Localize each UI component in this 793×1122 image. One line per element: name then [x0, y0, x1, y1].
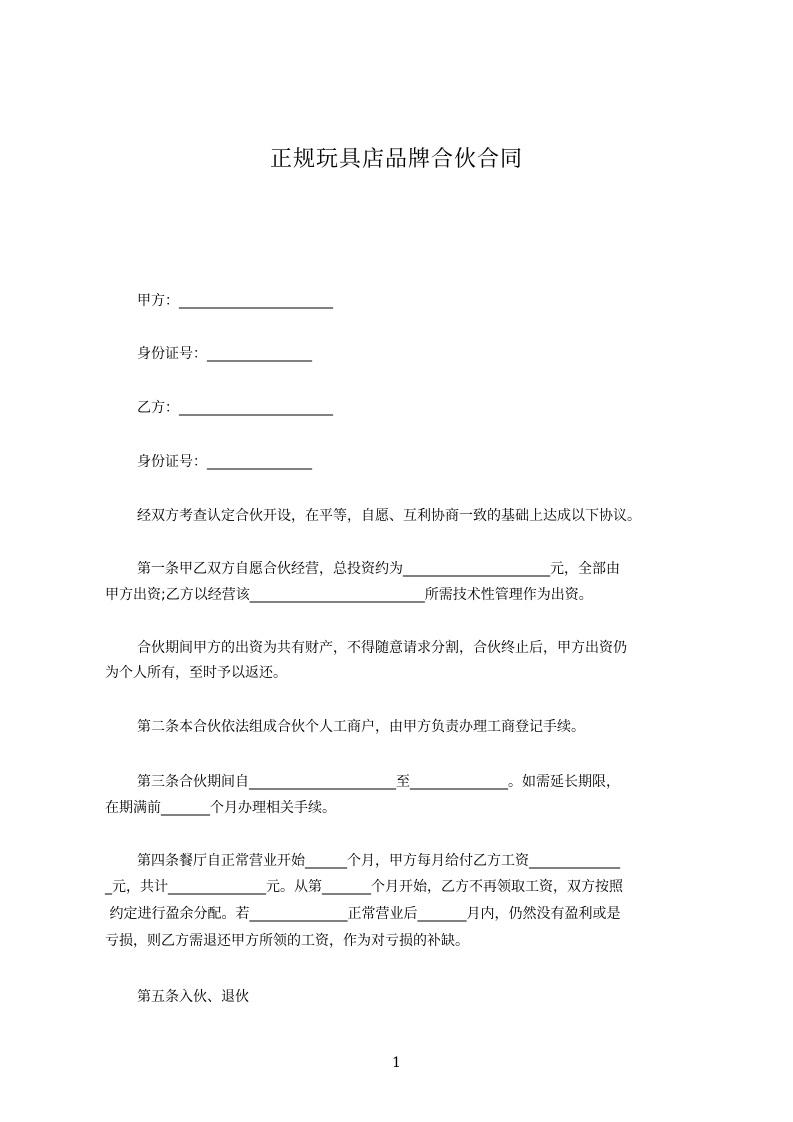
article-5-heading: 第五条入伙、退伙: [137, 989, 249, 1005]
article-4-line-4: 亏损，则乙方需退还甲方所领的工资，作为对亏损的补缺。: [105, 933, 469, 949]
document-title: 正规玩具店品牌合伙合同: [269, 147, 523, 172]
article-4-line-2: _元，共计______________元。从第_______个月开始，乙方不再领取工资，双方按照: [105, 879, 623, 895]
page-number: 1: [392, 1055, 401, 1071]
article-1-line-2: 甲方出资;乙方以经营该_________________________所需技术性管理作为出资。: [105, 587, 593, 603]
party-b-id-line: 身份证号：_______________: [137, 454, 312, 470]
article-4-line-1: 第四条餐厅自正常营业开始______个月，甲方每月给付乙方工资_____________: [137, 853, 620, 869]
partnership-property-line-1: 合伙期间甲方的出资为共有财产，不得随意请求分割，合伙终止后，甲方出资仍: [137, 640, 627, 656]
article-2: 第二条本合伙依法组成合伙个人工商户，由甲方负责办理工商登记手续。: [137, 719, 585, 735]
partnership-property-line-2: 为个人所有，至时予以返还。: [105, 665, 287, 681]
party-a-id-line: 身份证号：_______________: [137, 346, 312, 362]
article-3-line-1: 第三条合伙期间自_____________________至______________。如需延长期限，: [137, 774, 620, 790]
party-a-line: 甲方：______________________: [137, 293, 333, 309]
article-4-line-3: 约定进行盈余分配。若______________正常营业后_______月内，仍然没有盈利或是: [105, 906, 621, 922]
article-1-line-1: 第一条甲乙双方自愿合伙经营，总投资约为_____________________元，全部由: [137, 561, 620, 577]
preamble-paragraph: 经双方考查认定合伙开设，在平等，自愿、互利协商一致的基础上达成以下协议。: [137, 508, 641, 524]
party-b-line: 乙方：______________________: [137, 400, 333, 416]
article-3-line-2: 在期满前_______个月办理相关手续。: [105, 800, 336, 816]
